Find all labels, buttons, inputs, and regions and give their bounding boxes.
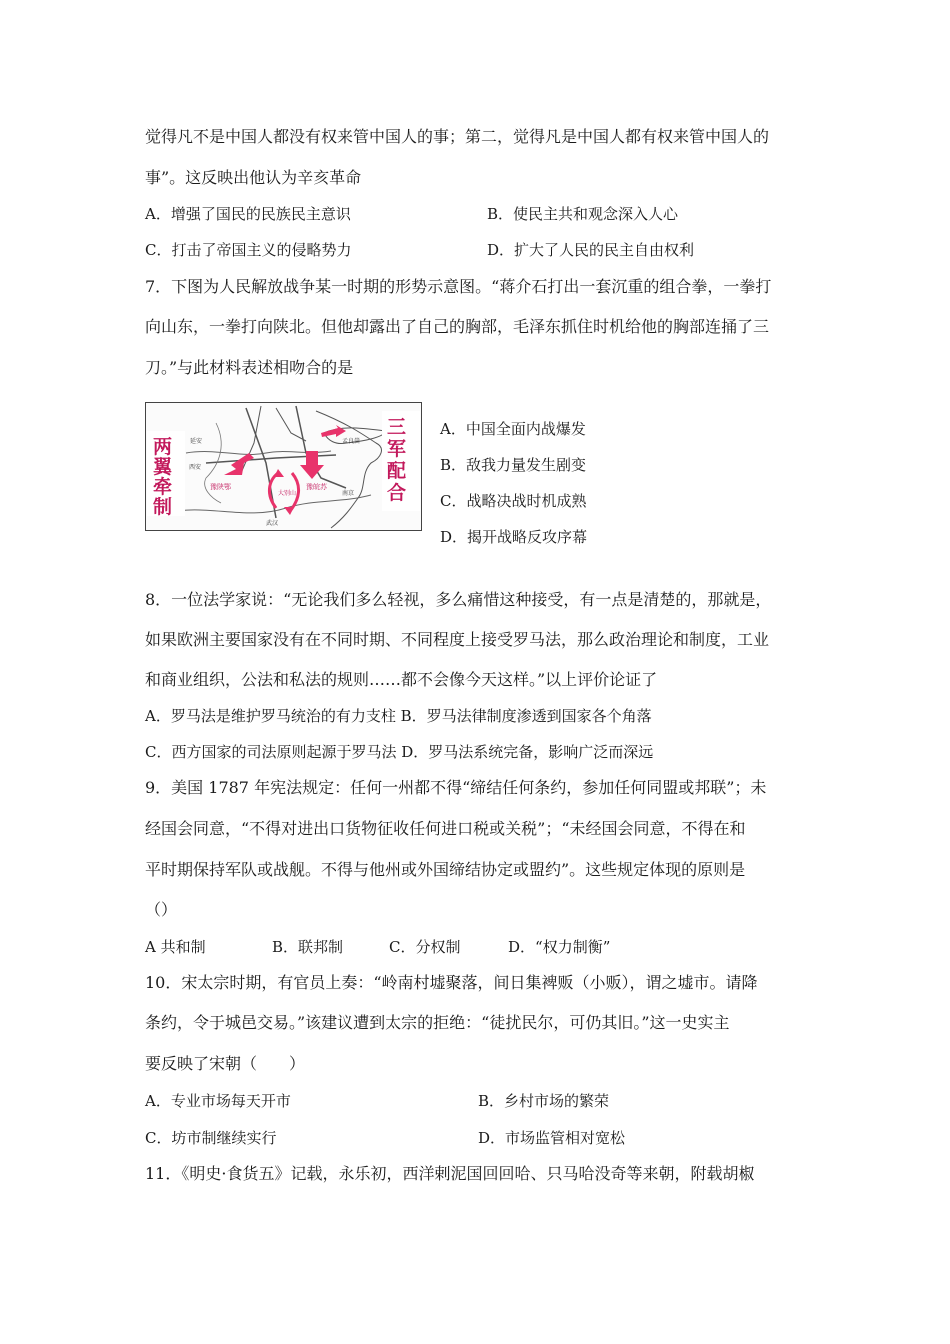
q10-stem-line-1: 10．宋太宗时期，有官员上奏：“岭南村墟聚落，间日集裨贩（小贩），谓之墟市。请降 [145, 973, 758, 992]
map-drawing [146, 403, 421, 530]
label-yu-shaan-e: 豫陕鄂 [210, 483, 231, 491]
q10-option-d[interactable]: D．市场监管相对宽松 [478, 1129, 626, 1147]
q7-option-a[interactable]: A．中国全面内战爆发 [440, 420, 586, 438]
q9-stem-line-4: （） [145, 900, 178, 919]
q7-stem-line-3: 刀。”与此材料表述相吻合的是 [145, 358, 354, 377]
q11-stem-line-1: 11．《明史·食货五》记载，永乐初，西洋剌泥国回回哈、只马哈没奇等来朝，附载胡椒 [145, 1164, 755, 1183]
q7-option-b[interactable]: B．敌我力量发生剧变 [440, 456, 587, 474]
civil-war-situation-map [145, 402, 422, 531]
q9-option-b[interactable]: B．联邦制 [272, 938, 344, 956]
q9-option-c[interactable]: C．分权制 [389, 938, 461, 956]
q9-stem-line-2: 经国会同意，“不得对进出口货物征收任何进口税或关税”；“未经国会同意，不得在和 [145, 819, 746, 838]
right-banner-char-1: 三 [387, 416, 407, 438]
q6-option-b[interactable]: B．使民主共和观念深入人心 [487, 205, 679, 223]
coastline [316, 411, 381, 528]
q6-option-c[interactable]: C．打击了帝国主义的侵略势力 [145, 241, 352, 259]
right-banner-char-3: 配 [387, 460, 407, 482]
arrow-dabie-left [269, 469, 284, 508]
q6-stem-line-2: 事”。这反映出他认为辛亥革命 [145, 168, 362, 187]
q10-option-a[interactable]: A．专业市场每天开市 [145, 1092, 291, 1110]
q8-options-a-b[interactable]: A．罗马法是维护罗马统治的有力支柱 B．罗马法律制度渗透到国家各个角落 [145, 707, 652, 725]
q7-option-d[interactable]: D．揭开战略反攻序幕 [440, 528, 588, 546]
q10-stem-line-3: 要反映了宋朝（ ） [145, 1054, 306, 1073]
right-banner-char-4: 合 [387, 482, 407, 504]
q9-stem-line-3: 平时期保持军队或战舰。不得与他州或外国缔结协定或盟约”。这些规定体现的原则是 [145, 860, 746, 879]
q8-stem-line-3: 和商业组织，公法和私法的规则……都不会像今天这样。”以上评价论证了 [145, 670, 658, 689]
q6-option-a[interactable]: A．增强了国民的民族民主意识 [145, 205, 351, 223]
left-banner-char-3: 牵 [153, 476, 173, 498]
q8-stem-line-2: 如果欧洲主要国家没有在不同时期、不同程度上接受罗马法，那么政治理论和制度，工业 [145, 630, 770, 649]
q10-stem-line-2: 条约，令于城邑交易。”该建议遭到太宗的拒绝：“徒扰民尔，可仍其旧。”这一史实主 [145, 1013, 730, 1032]
left-banner-char-2: 翼 [153, 456, 173, 478]
q6-option-d[interactable]: D．扩大了人民的民主自由权利 [487, 241, 695, 259]
label-menglianggu: 孟良崮 [342, 438, 361, 445]
label-dabieshan: 大别山 [278, 490, 297, 497]
arrow-to-yu-shaan-e [224, 453, 254, 475]
arrow-menglianggu [321, 425, 346, 437]
left-banner-char-1: 两 [153, 436, 173, 458]
q9-option-a[interactable]: A 共和制 [145, 938, 206, 956]
railway-5 [276, 408, 306, 441]
label-nanjing: 南京 [342, 490, 355, 497]
right-banner-char-2: 军 [387, 438, 407, 460]
q10-option-b[interactable]: B．乡村市场的繁荣 [478, 1092, 610, 1110]
railway-2 [296, 406, 346, 488]
q8-stem-line-1: 8．一位法学家说：“无论我们多么轻视，多么痛惜这种接受，有一点是清楚的，那就是， [145, 590, 772, 609]
q7-stem-line-1: 7．下图为人民解放战争某一时期的形势示意图。“蒋介石打出一套沉重的组合拳，一拳打 [145, 277, 772, 296]
q9-stem-line-1: 9．美国 1787 年宪法规定：任何一州都不得“缔结任何条约，参加任何同盟或邦联”；未 [145, 778, 767, 797]
q8-options-c-d[interactable]: C．西方国家的司法原则起源于罗马法 D．罗马法系统完备，影响广泛而深远 [145, 743, 654, 761]
yangtze-river [166, 495, 371, 513]
label-yu-wan-su: 豫皖苏 [306, 483, 327, 491]
label-xian: 西安 [189, 464, 202, 471]
q7-stem-line-2: 向山东，一拳打向陕北。但他却露出了自己的胸部，毛泽东抓住时机给他的胸部连捅了三 [145, 317, 770, 336]
q10-option-c[interactable]: C．坊市制继续实行 [145, 1129, 277, 1147]
label-yanan: 延安 [190, 438, 203, 445]
label-wuhan: 武汉 [266, 520, 279, 527]
q6-stem-line-1: 觉得凡不是中国人都没有权来管中国人的事；第二，觉得凡是中国人都有权来管中国人的 [145, 127, 770, 146]
q9-option-d[interactable]: D．“权力制衡” [508, 938, 611, 956]
left-banner-char-4: 制 [153, 496, 173, 518]
q7-option-c[interactable]: C．战略决战时机成熟 [440, 492, 587, 510]
